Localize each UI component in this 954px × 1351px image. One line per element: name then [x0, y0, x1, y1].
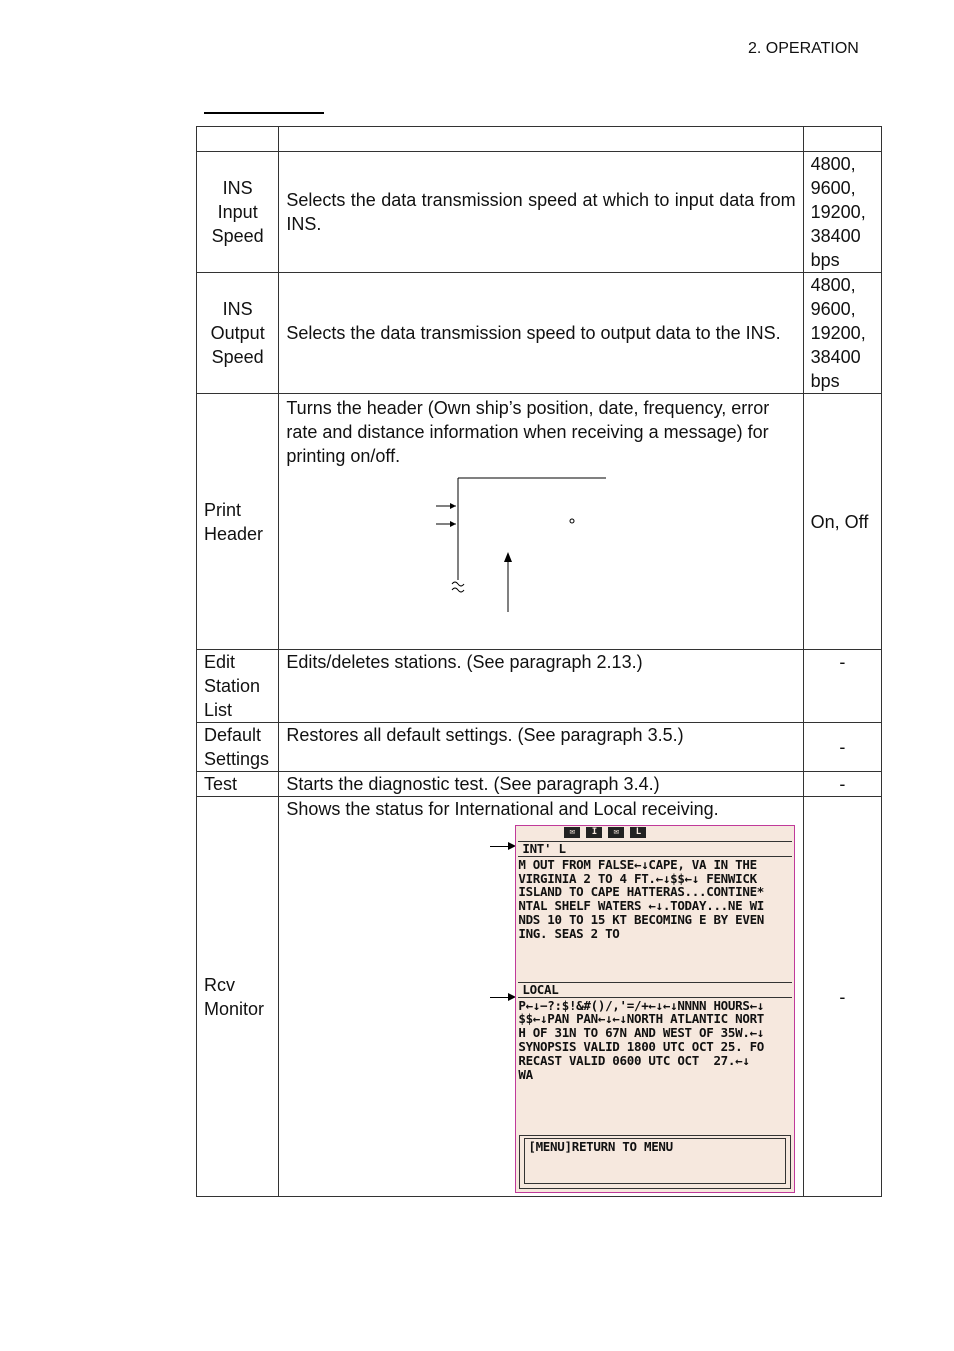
row-options: - [803, 797, 881, 1197]
page-section-header: 2. OPERATION [748, 40, 859, 57]
row-options: - [803, 772, 881, 797]
row-description: Selects the data transmission speed to output data to the INS. [279, 273, 803, 394]
row-name: Rcv Monitor [197, 797, 279, 1197]
row-description [279, 394, 803, 650]
menu-item-table [196, 126, 882, 1197]
menu-hint-box [519, 1135, 791, 1189]
table-row [197, 273, 882, 394]
menu-hint-text: [MENU]RETURN TO MENU [524, 1138, 786, 1184]
rcv-monitor-figure [286, 797, 795, 1175]
status-bar [564, 827, 739, 841]
row-options: 4800, 9600, 19200, 38400 bps [803, 273, 881, 394]
row-name: INS Input Speed [197, 152, 279, 273]
row-options: On, Off [803, 394, 881, 650]
row-options: 4800, 9600, 19200, 38400 bps [803, 152, 881, 273]
row-description: Selects the data transmission speed at which to input data from INS. [279, 152, 803, 273]
table-row [197, 797, 882, 1197]
row-description: Starts the diagnostic test. (See paragraph 3.4.) [279, 772, 803, 797]
mail-icon: ✉ [608, 827, 624, 838]
header-cell-options [803, 127, 881, 152]
row-options: - [803, 723, 881, 772]
title-underline [204, 112, 324, 114]
row-name: Edit Station List [197, 650, 279, 723]
table-row [197, 650, 882, 723]
local-message-text: P←↓−?:$!&#()/,'=/+←↓←↓NNNN HOURS←↓ $$←↓PAN PAN←↓←↓NORTH ATLANTIC NORT H OF 31N TO 67N AND WEST OF 35W.←↓ SYNOPSIS VALID 1800 UTC OCT 25. FO RECAST VALID 0600 UTC OCT 27.←↓ WA [518, 997, 765, 1082]
print-header-description: Turns the header (Own ship’s position, date, frequency, error rate and distance information when receiving a message) for printing on/off. [286, 398, 770, 466]
table-row [197, 723, 882, 772]
table-row [197, 394, 882, 650]
header-cell-menu-item [197, 127, 279, 152]
row-options: - [803, 650, 881, 723]
intl-message-text: M OUT FROM FALSE←↓CAPE, VA IN THE VIRGINIA 2 TO 4 FT.←↓$$←↓ FENWICK ISLAND TO CAPE HATTERAS...CONTINE* NTAL SHELF WATERS ←↓.TODAY...NE WI NDS 10 TO 15 KT BECOMING E BY EVEN ING. SEAS 2 TO [518, 856, 765, 941]
header-cell-description [279, 127, 803, 152]
status-icon-intl: I [586, 827, 602, 838]
row-name: INS Output Speed [197, 273, 279, 394]
status-icon-local: L [630, 827, 646, 838]
row-name: Print Header [197, 394, 279, 650]
row-name: Default Settings [197, 723, 279, 772]
table-header-row [197, 127, 882, 152]
table-row [197, 152, 882, 273]
mail-icon: ✉ [564, 827, 580, 838]
intl-section-label: INT' L [522, 841, 566, 856]
print-header-diagram [286, 472, 606, 622]
row-description: Edits/deletes stations. (See paragraph 2.13.) [279, 650, 803, 723]
table-row [197, 772, 882, 797]
local-section-label: LOCAL [522, 981, 559, 997]
row-description [279, 797, 803, 1197]
rcv-monitor-screen [515, 825, 795, 1193]
rcv-monitor-description: Shows the status for International and Local receiving. [286, 799, 719, 819]
row-name: Test [197, 772, 279, 797]
row-description: Restores all default settings. (See paragraph 3.5.) [279, 723, 803, 772]
